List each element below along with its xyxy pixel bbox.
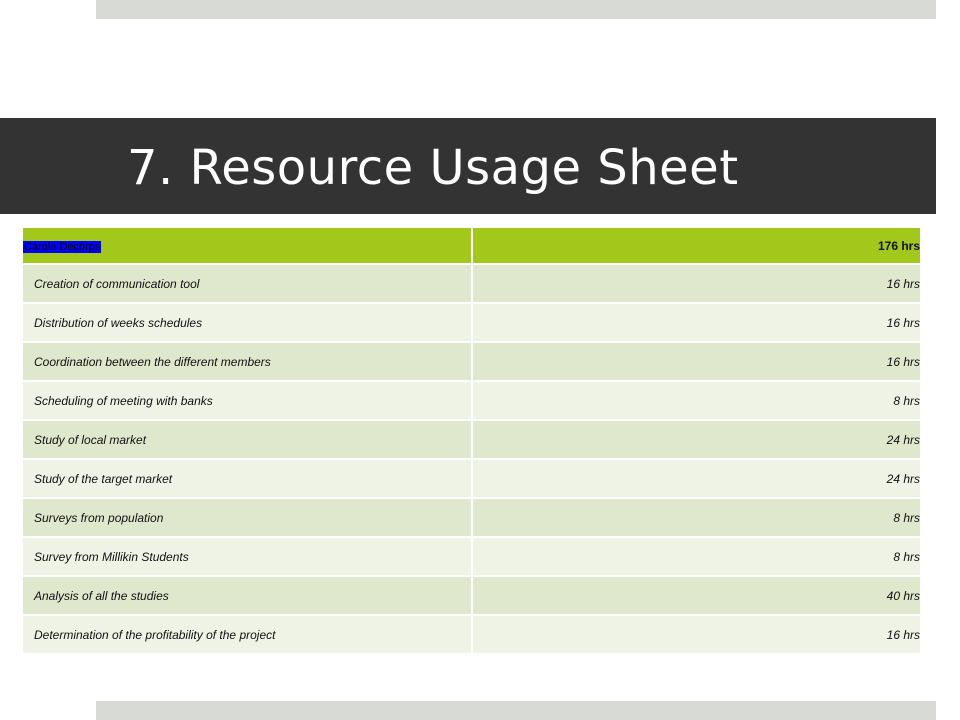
hours-cell: 16 hrs bbox=[472, 264, 921, 303]
table-row bbox=[22, 498, 921, 537]
task-cell: Determination of the profitability of the project bbox=[22, 615, 472, 654]
table-row bbox=[22, 459, 921, 498]
top-accent-strip bbox=[96, 0, 936, 19]
hours-cell: 8 hrs bbox=[472, 537, 921, 576]
table-row bbox=[22, 615, 921, 654]
task-cell: Survey from Millikin Students bbox=[22, 537, 472, 576]
hours-cell: 24 hrs bbox=[472, 420, 921, 459]
hours-cell: 16 hrs bbox=[472, 615, 921, 654]
task-cell: Analysis of all the studies bbox=[22, 576, 472, 615]
task-cell: Study of the target market bbox=[22, 459, 472, 498]
table-row bbox=[22, 576, 921, 615]
table-row bbox=[22, 264, 921, 303]
task-cell: Coordination between the different members bbox=[22, 342, 472, 381]
task-cell: Scheduling of meeting with banks bbox=[22, 381, 472, 420]
hours-cell: 8 hrs bbox=[472, 498, 921, 537]
hours-cell: 16 hrs bbox=[472, 342, 921, 381]
task-cell: Surveys from population bbox=[22, 498, 472, 537]
slide-title: 7. Resource Usage Sheet bbox=[127, 140, 739, 196]
resource-name: Carole Decorps bbox=[24, 240, 101, 253]
table-row bbox=[22, 342, 921, 381]
resource-usage-table bbox=[21, 226, 922, 655]
hours-cell: 40 hrs bbox=[472, 576, 921, 615]
table-row bbox=[22, 537, 921, 576]
header-total-hours: 176 hrs bbox=[472, 227, 921, 264]
table-header-row bbox=[22, 227, 921, 264]
task-cell: Creation of communication tool bbox=[22, 264, 472, 303]
hours-cell: 16 hrs bbox=[472, 303, 921, 342]
table-row bbox=[22, 381, 921, 420]
hours-cell: 24 hrs bbox=[472, 459, 921, 498]
hours-cell: 8 hrs bbox=[472, 381, 921, 420]
header-name-cell bbox=[22, 227, 472, 264]
task-cell: Study of local market bbox=[22, 420, 472, 459]
task-cell: Distribution of weeks schedules bbox=[22, 303, 472, 342]
table-row bbox=[22, 303, 921, 342]
table-row bbox=[22, 420, 921, 459]
bottom-accent-strip bbox=[96, 701, 936, 720]
